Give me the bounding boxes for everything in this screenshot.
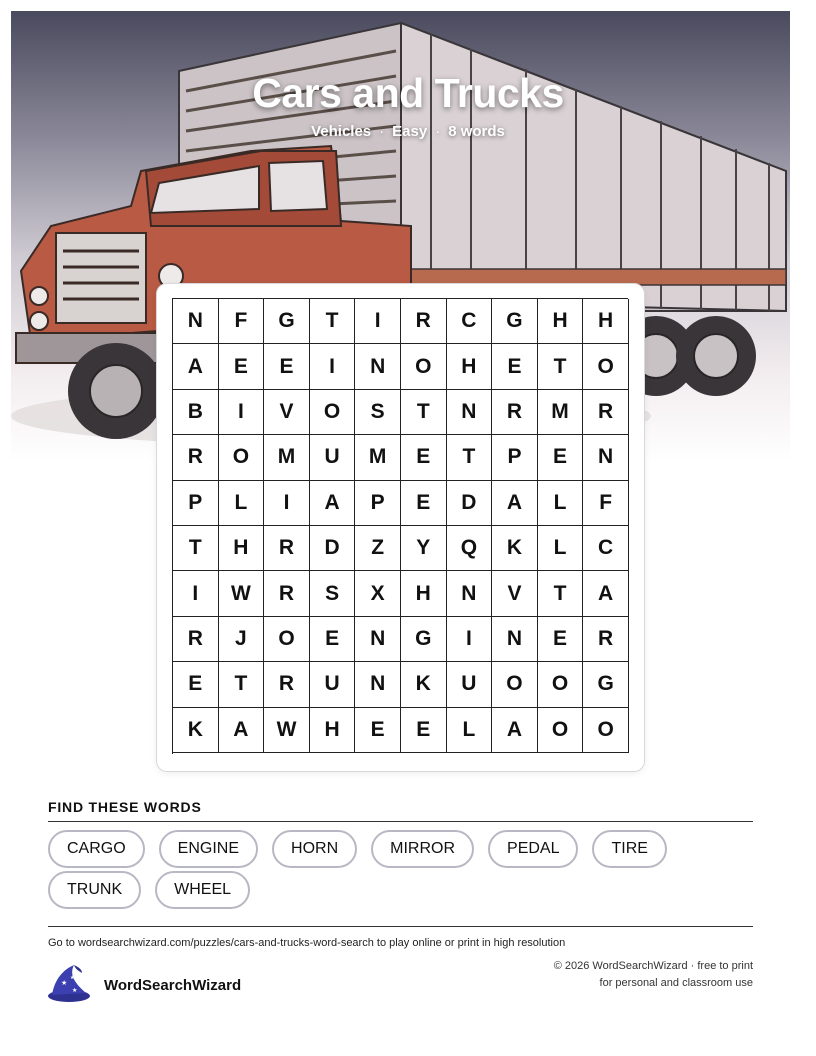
grid-cell[interactable]: L [219, 481, 265, 526]
category-label: Vehicles [311, 123, 372, 140]
page-title: Cars and Trucks [252, 70, 564, 116]
grid-cell[interactable]: X [355, 571, 401, 616]
grid-cell[interactable]: N [355, 344, 401, 389]
grid-cell[interactable]: A [583, 571, 629, 616]
grid-cell[interactable]: H [583, 299, 629, 344]
grid-cell[interactable]: V [264, 390, 310, 435]
grid-cell[interactable]: I [219, 390, 265, 435]
difficulty-label: Easy [392, 123, 428, 140]
grid-cell[interactable]: R [401, 299, 447, 344]
grid-cell[interactable]: M [355, 435, 401, 480]
grid-cell[interactable]: F [583, 481, 629, 526]
grid-cell[interactable]: N [355, 617, 401, 662]
grid-cell[interactable]: Q [447, 526, 493, 571]
grid-cell[interactable]: N [173, 299, 219, 344]
grid-cell[interactable]: C [447, 299, 493, 344]
grid-cell[interactable]: H [447, 344, 493, 389]
word-chip[interactable]: CARGO [48, 830, 145, 868]
grid-cell[interactable]: N [583, 435, 629, 480]
word-list [48, 830, 758, 909]
grid-cell[interactable]: S [310, 571, 356, 616]
grid-cell[interactable]: F [219, 299, 265, 344]
grid-cell[interactable]: O [401, 344, 447, 389]
grid-cell[interactable]: N [447, 390, 493, 435]
grid-cell[interactable]: E [401, 708, 447, 753]
grid-cell[interactable]: N [355, 662, 401, 707]
grid-cell[interactable]: T [538, 344, 584, 389]
grid-cell[interactable]: E [538, 617, 584, 662]
grid-cell[interactable]: T [173, 526, 219, 571]
grid-cell[interactable]: T [219, 662, 265, 707]
word-chip[interactable]: ENGINE [159, 830, 258, 868]
brand-name: WordSearchWizard [104, 977, 242, 994]
svg-text:★: ★ [72, 988, 78, 994]
grid-cell[interactable]: D [447, 481, 493, 526]
letter-grid [172, 298, 628, 754]
word-count-label: 8 words [448, 123, 505, 140]
divider [48, 821, 753, 822]
grid-cell[interactable]: E [310, 617, 356, 662]
svg-text:★: ★ [61, 980, 68, 987]
word-chip[interactable]: WHEEL [155, 871, 250, 909]
grid-cell[interactable]: O [583, 708, 629, 753]
word-chip[interactable]: MIRROR [371, 830, 474, 868]
grid-cell[interactable]: A [492, 708, 538, 753]
grid-cell[interactable]: S [355, 390, 401, 435]
puzzle-meta [0, 123, 816, 140]
grid-cell[interactable]: A [310, 481, 356, 526]
grid-cell[interactable]: E [173, 662, 219, 707]
divider [48, 926, 753, 927]
grid-cell[interactable]: O [264, 617, 310, 662]
grid-cell[interactable]: R [264, 662, 310, 707]
meta-separator: · [379, 123, 385, 140]
grid-cell[interactable]: Y [401, 526, 447, 571]
grid-cell[interactable]: K [492, 526, 538, 571]
grid-cell[interactable]: U [310, 435, 356, 480]
grid-cell[interactable]: H [310, 708, 356, 753]
grid-cell[interactable]: N [447, 571, 493, 616]
grid-cell[interactable]: H [538, 299, 584, 344]
grid-cell[interactable]: C [583, 526, 629, 571]
grid-cell[interactable]: W [264, 708, 310, 753]
word-list-heading: FIND THESE WORDS [48, 799, 202, 815]
grid-cell[interactable]: O [538, 708, 584, 753]
grid-cell[interactable]: A [219, 708, 265, 753]
grid-cell[interactable]: R [583, 617, 629, 662]
grid-cell[interactable]: R [264, 526, 310, 571]
grid-cell[interactable]: I [173, 571, 219, 616]
grid-cell[interactable]: R [492, 390, 538, 435]
grid-cell[interactable]: G [492, 299, 538, 344]
grid-cell[interactable]: B [173, 390, 219, 435]
grid-cell[interactable]: U [310, 662, 356, 707]
grid-cell[interactable]: P [492, 435, 538, 480]
grid-cell[interactable]: R [264, 571, 310, 616]
grid-cell[interactable]: D [310, 526, 356, 571]
grid-cell[interactable]: E [492, 344, 538, 389]
grid-cell[interactable]: R [583, 390, 629, 435]
grid-cell[interactable]: E [401, 481, 447, 526]
grid-cell[interactable]: E [538, 435, 584, 480]
brand[interactable] [46, 963, 241, 1008]
grid-cell[interactable]: P [173, 481, 219, 526]
grid-cell[interactable]: T [447, 435, 493, 480]
grid-cell[interactable]: R [173, 435, 219, 480]
grid-cell[interactable]: O [538, 662, 584, 707]
footer-link[interactable]: Go to wordsearchwizard.com/puzzles/cars-and-trucks-word-search to play online or print in high resolution [48, 937, 566, 949]
grid-cell[interactable]: A [492, 481, 538, 526]
grid-cell[interactable]: O [310, 390, 356, 435]
grid-cell[interactable]: I [264, 481, 310, 526]
grid-cell[interactable]: T [538, 571, 584, 616]
grid-cell[interactable]: E [219, 344, 265, 389]
grid-cell[interactable]: O [492, 662, 538, 707]
grid-cell[interactable]: G [583, 662, 629, 707]
grid-cell[interactable]: P [355, 481, 401, 526]
grid-cell[interactable]: E [355, 708, 401, 753]
grid-cell[interactable]: I [310, 344, 356, 389]
svg-text:★: ★ [70, 975, 75, 981]
grid-cell[interactable]: L [538, 526, 584, 571]
meta-separator: · [435, 123, 441, 140]
grid-cell[interactable]: A [173, 344, 219, 389]
grid-cell[interactable]: H [219, 526, 265, 571]
grid-cell[interactable]: O [583, 344, 629, 389]
grid-cell[interactable]: L [447, 708, 493, 753]
grid-cell[interactable]: U [447, 662, 493, 707]
grid-cell[interactable]: T [401, 390, 447, 435]
word-chip[interactable]: TIRE [592, 830, 666, 868]
word-chip[interactable]: TRUNK [48, 871, 141, 909]
wizard-hat-icon [46, 963, 92, 1008]
grid-cell[interactable]: M [538, 390, 584, 435]
word-chip[interactable]: PEDAL [488, 830, 578, 868]
grid-cell[interactable]: L [538, 481, 584, 526]
grid-cell[interactable]: V [492, 571, 538, 616]
grid-cell[interactable]: T [310, 299, 356, 344]
puzzle-card [157, 284, 644, 771]
word-chip[interactable]: HORN [272, 830, 357, 868]
grid-cell[interactable]: N [492, 617, 538, 662]
grid-cell[interactable]: E [264, 344, 310, 389]
grid-cell[interactable]: H [401, 571, 447, 616]
grid-cell[interactable]: I [355, 299, 401, 344]
grid-cell[interactable]: K [173, 708, 219, 753]
grid-cell[interactable]: G [264, 299, 310, 344]
grid-cell[interactable]: W [219, 571, 265, 616]
grid-cell[interactable]: Z [355, 526, 401, 571]
copyright-text: © 2026 WordSearchWizard · free to print for personal and classroom use [553, 960, 753, 989]
grid-cell[interactable]: E [401, 435, 447, 480]
grid-cell[interactable]: M [264, 435, 310, 480]
grid-cell[interactable]: K [401, 662, 447, 707]
grid-cell[interactable]: J [219, 617, 265, 662]
grid-cell[interactable]: O [219, 435, 265, 480]
grid-cell[interactable]: G [401, 617, 447, 662]
grid-cell[interactable]: R [173, 617, 219, 662]
grid-cell[interactable]: I [447, 617, 493, 662]
